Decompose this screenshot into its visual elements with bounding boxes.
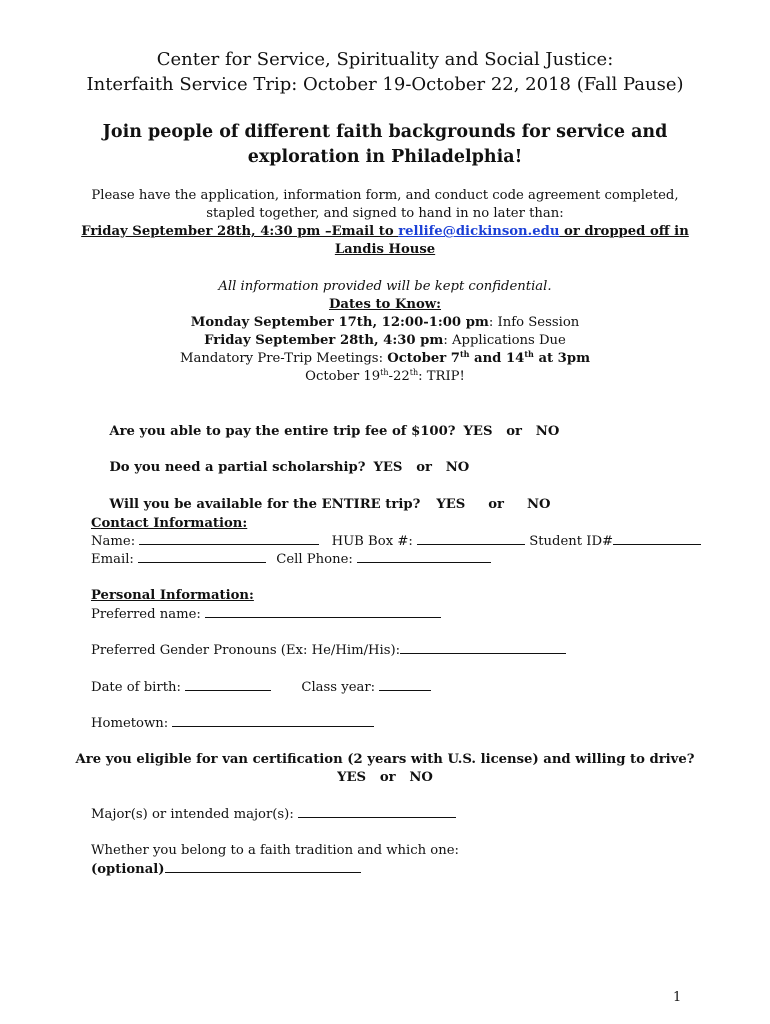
major-row <box>91 805 456 824</box>
personal-heading: Personal Information: <box>91 588 254 603</box>
deadline-line <box>0 223 770 241</box>
email-field[interactable] <box>138 550 266 563</box>
date-applications-due <box>0 332 770 350</box>
trip-sup-2: th <box>409 368 419 377</box>
availability-question-text: Will you be available for the ENTIRE trip? <box>109 497 421 512</box>
dob-row <box>91 678 431 697</box>
header-line-1: Center for Service, Spirituality and Social Justice: <box>156 49 614 70</box>
trip-end: -22 <box>388 369 410 384</box>
name-field[interactable] <box>139 532 319 545</box>
headline-line-2: exploration in Philadelphia! <box>247 147 523 167</box>
dates-heading: Dates to Know: <box>328 297 442 312</box>
contact-row-1 <box>91 532 701 551</box>
trip-start: October 19 <box>305 369 381 384</box>
student-id-field[interactable] <box>613 532 701 545</box>
contact-row-2 <box>91 550 491 569</box>
class-year-field[interactable] <box>379 678 431 691</box>
email-label: Email: <box>91 552 134 567</box>
hometown-label: Hometown: <box>91 716 169 731</box>
instructions-line-1: Please have the application, information form, and conduct code agreement completed, <box>91 188 679 203</box>
class-year-label: Class year: <box>301 680 376 695</box>
scholarship-answer-options[interactable]: YES or NO <box>373 460 470 475</box>
date-info-session <box>0 314 770 332</box>
preferred-name-field[interactable] <box>205 605 441 618</box>
preferred-name-row <box>91 605 441 624</box>
faith-optional-label: (optional) <box>91 862 165 877</box>
deadline-suffix: or dropped off in <box>559 224 689 239</box>
faith-label: Whether you belong to a faith tradition and which one: <box>91 843 459 858</box>
faith-row <box>91 860 361 879</box>
fee-answer-options[interactable]: YES or NO <box>463 424 560 439</box>
fee-question-text: Are you able to pay the entire trip fee of $100? <box>109 424 456 439</box>
name-label: Name: <box>91 534 136 549</box>
availability-answer-options[interactable]: YES or NO <box>436 497 551 512</box>
header-line-2: Interfaith Service Trip: October 19-October 22, 2018 (Fall Pause) <box>86 74 684 95</box>
pronouns-field[interactable] <box>400 641 566 654</box>
date-trip <box>0 368 770 386</box>
instructions-line-2: stapled together, and signed to hand in no later than: <box>206 206 564 221</box>
van-answer-options[interactable]: YES or NO <box>337 770 433 785</box>
info-session-text: : Info Session <box>488 315 580 330</box>
trip-sup-1: th <box>380 368 389 377</box>
info-session-date: Monday September 17th, 12:00-1:00 pm <box>190 315 489 330</box>
email-link[interactable]: rellife@dickinson.edu <box>398 224 560 239</box>
contact-heading: Contact Information: <box>91 516 248 531</box>
meetings-prefix: Mandatory Pre-Trip Meetings: <box>179 351 388 366</box>
trip-label: : TRIP! <box>418 369 465 384</box>
dob-label: Date of birth: <box>91 680 181 695</box>
hometown-field[interactable] <box>172 714 374 727</box>
pronouns-label: Preferred Gender Pronouns (Ex: He/Him/His): <box>91 643 401 658</box>
major-field[interactable] <box>298 805 456 818</box>
confidential-note: All information provided will be kept confidential. <box>218 279 552 294</box>
faith-field[interactable] <box>165 860 361 873</box>
pronouns-row <box>91 641 566 660</box>
page-number: 1 <box>673 990 682 1005</box>
van-question: Are you eligible for van certification (2 years with U.S. license) and willing to drive? <box>75 752 695 767</box>
hub-box-label: HUB Box #: <box>331 534 413 549</box>
app-due-date: Friday September 28th, 4:30 pm <box>204 333 444 348</box>
headline-line-1: Join people of different faith backgrounds for service and <box>102 122 668 142</box>
preferred-name-label: Preferred name: <box>91 607 201 622</box>
date-pretrip-meetings <box>0 350 770 368</box>
deadline-location: Landis House <box>334 242 436 257</box>
meetings-time: at 3pm <box>533 351 591 366</box>
meetings-date-2: and 14 <box>469 351 525 366</box>
app-due-text: : Applications Due <box>443 333 566 348</box>
major-label: Major(s) or intended major(s): <box>91 807 294 822</box>
meetings-sup-2: th <box>524 349 534 359</box>
scholarship-question-text: Do you need a partial scholarship? <box>109 460 366 475</box>
hub-box-field[interactable] <box>417 532 525 545</box>
deadline-prefix: Friday September 28th, 4:30 pm –Email to <box>81 224 399 239</box>
meetings-date-1: October 7 <box>387 351 460 366</box>
hometown-row <box>91 714 374 733</box>
cell-phone-field[interactable] <box>357 550 491 563</box>
dob-field[interactable] <box>185 678 271 691</box>
student-id-label: Student ID# <box>529 534 614 549</box>
meetings-sup-1: th <box>459 349 470 359</box>
cell-phone-label: Cell Phone: <box>276 552 353 567</box>
